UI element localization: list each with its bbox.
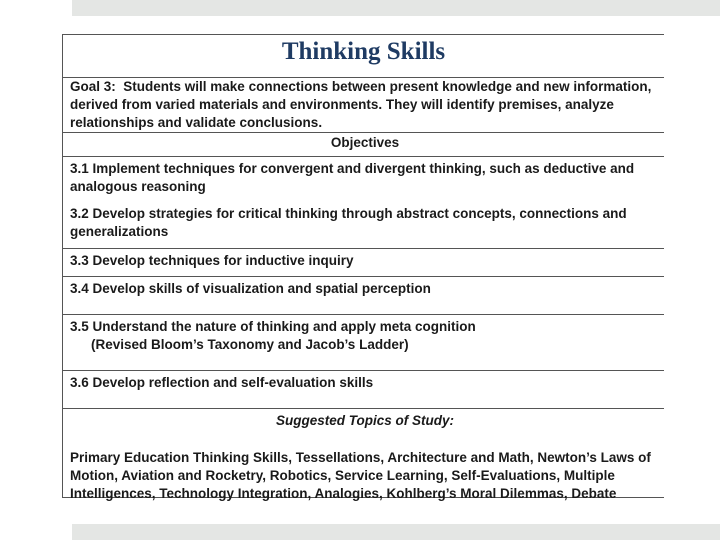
topics-text: Primary Education Thinking Skills, Tessellations, Architecture and Math, Newton’s Laws of Motion, Aviation and Rocketry, Robotics, Service Learning, Self-Evaluations, Multiple Intelligences, Technology Integration, Analogies, Kohlberg’s Moral Dilemmas, Debate: [70, 450, 651, 501]
objective-3-5-note: (Revised Bloom’s Taxonomy and Jacob’s Ladder): [91, 337, 409, 352]
topics-heading: Suggested Topics of Study:: [275, 413, 454, 428]
objective-3-3-row: [63, 249, 664, 277]
top-decorative-band: [72, 0, 720, 16]
objectives-row-1-2: [63, 157, 664, 249]
goal-row: [63, 77, 664, 133]
page-title: Thinking Skills: [63, 35, 664, 78]
objective-3-1: 3.1 Implement techniques for convergent and divergent thinking, such as deductive and analogous reasoning: [70, 161, 635, 194]
bottom-decorative-band: [72, 524, 720, 540]
goal-label: Goal 3:: [70, 79, 116, 94]
objective-3-4-row: [63, 277, 664, 315]
goal-text: Students will make connections between present knowledge and new information, derived from varied materials and environments. They will identify premises, analyze relationships and validate conclusions.: [70, 79, 652, 130]
objective-3-5-row: [63, 315, 664, 371]
objectives-header: Objectives: [63, 133, 664, 157]
objective-3-5: 3.5 Understand the nature of thinking and apply meta cognition: [70, 319, 476, 334]
objective-3-4: 3.4 Develop skills of visualization and spatial perception: [70, 281, 431, 296]
objective-3-3: 3.3 Develop techniques for inductive inquiry: [70, 253, 354, 268]
objective-3-6: 3.6 Develop reflection and self-evaluation skills: [70, 375, 374, 390]
objective-3-2: 3.2 Develop strategies for critical thinking through abstract concepts, connections and generalizations: [70, 206, 627, 239]
thinking-skills-document: [62, 34, 664, 501]
objective-3-6-row: [63, 371, 664, 409]
topics-row: [63, 409, 664, 499]
